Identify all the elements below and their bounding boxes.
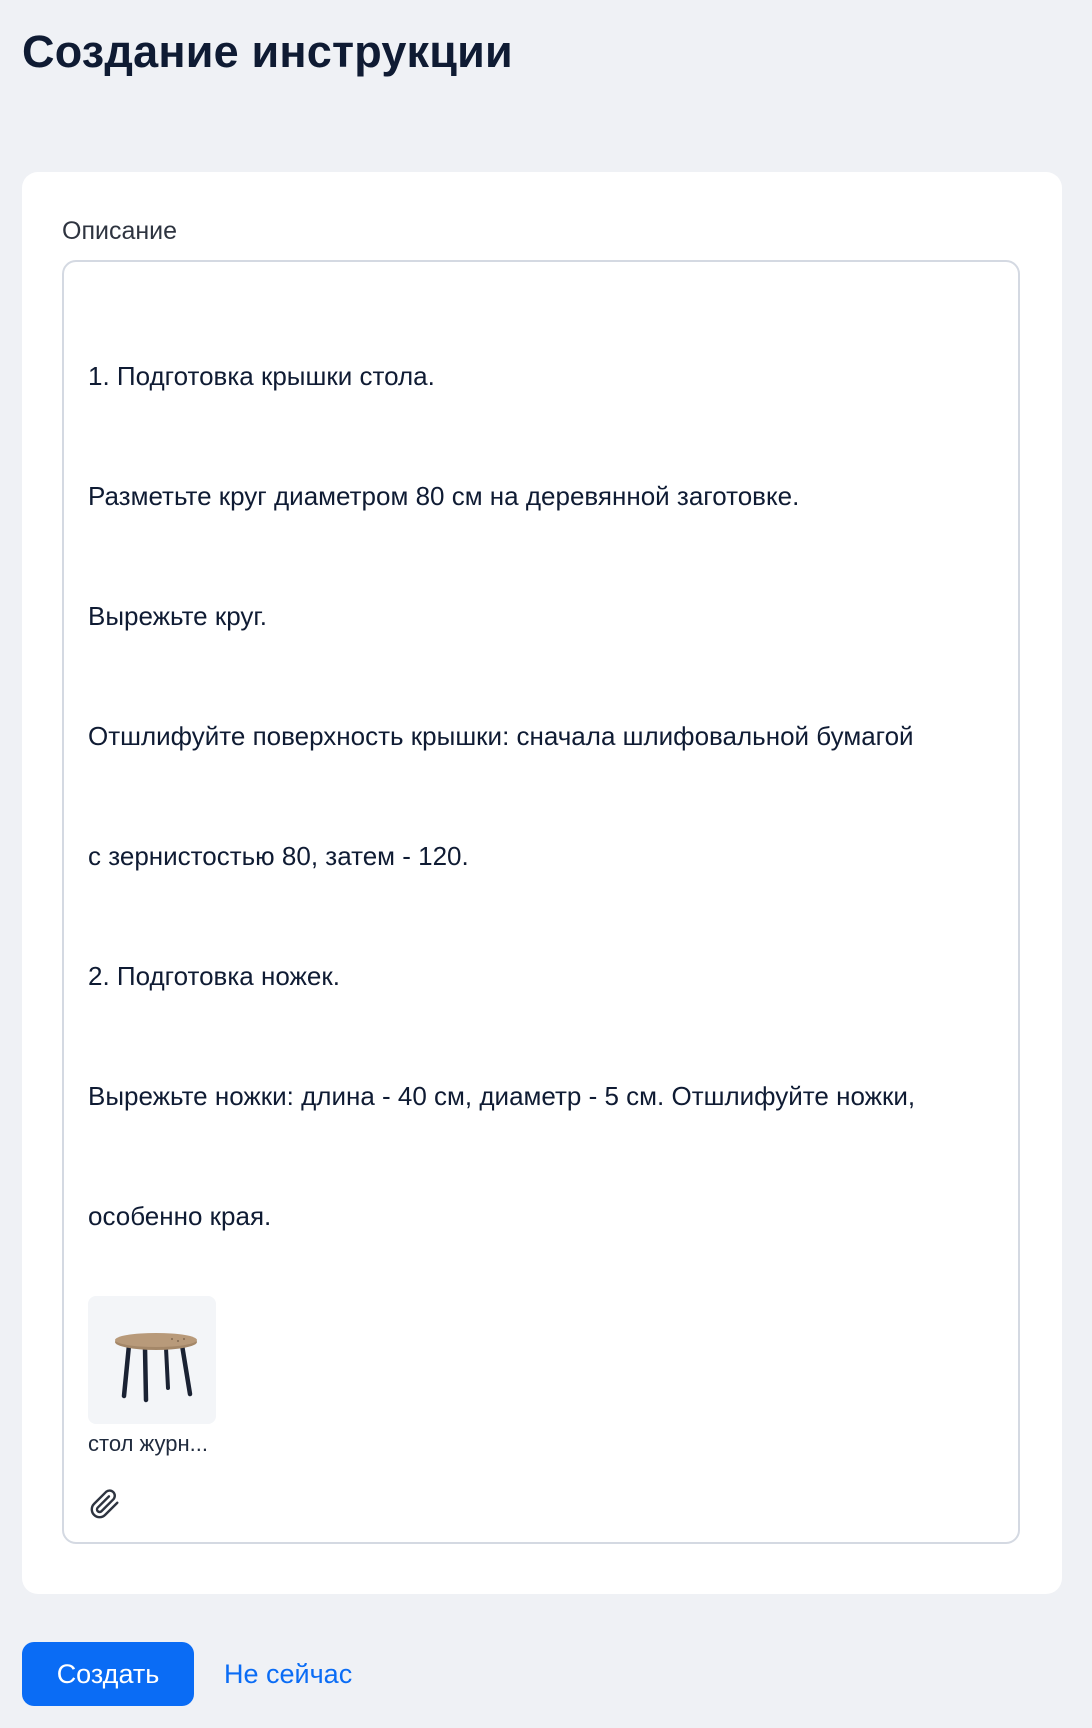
instruction-form-card	[22, 172, 1062, 1594]
attachment-name: стол журн...	[88, 1431, 208, 1456]
attachment-item[interactable]	[88, 1296, 216, 1458]
not-now-button[interactable]: Не сейчас	[224, 1658, 353, 1689]
description-line: 1. Подготовка крышки стола.	[88, 361, 435, 391]
description-line: Отшлифуйте поверхность крышки: сначала шлифовальной бумагой	[88, 721, 914, 751]
form-actions	[22, 1642, 352, 1706]
description-text[interactable]	[88, 276, 998, 1268]
description-line: 2. Подготовка ножек.	[88, 961, 340, 991]
page-title: Создание инструкции	[22, 26, 513, 77]
create-button[interactable]: Создать	[22, 1642, 194, 1706]
description-line: Разметьте круг диаметром 80 см на деревянной заготовке.	[88, 481, 800, 511]
description-field[interactable]	[62, 260, 1020, 1544]
attachment-thumbnail[interactable]	[88, 1296, 216, 1424]
paperclip-icon	[87, 1487, 121, 1521]
table-image-icon	[102, 1310, 202, 1410]
description-line: с зернистостью 80, затем - 120.	[88, 841, 469, 871]
attach-file-button[interactable]	[86, 1486, 122, 1522]
description-line: Вырежьте круг.	[88, 601, 267, 631]
description-label: Описание	[62, 217, 178, 245]
description-line: Вырежьте ножки: длина - 40 см, диаметр - 5 см. Отшлифуйте ножки,	[88, 1081, 916, 1111]
description-line: особенно края.	[88, 1201, 272, 1231]
